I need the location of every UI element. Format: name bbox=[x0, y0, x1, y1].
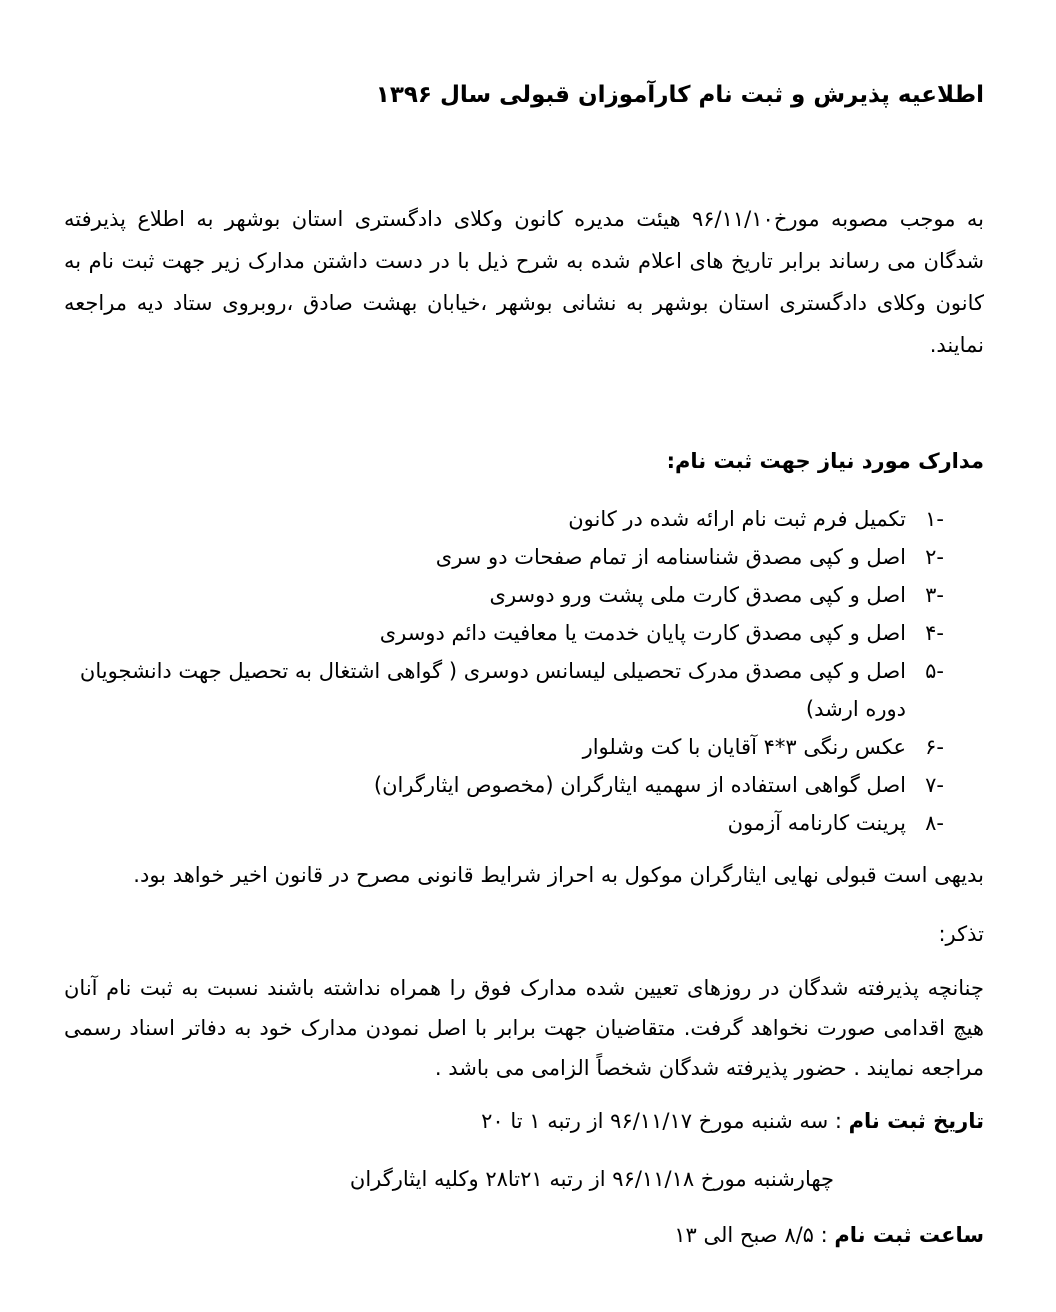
registration-date-2: چهارشنبه مورخ ۹۶/۱۱/۱۸ از رتبه ۲۱تا۲۸ وکلیه ایثارگران bbox=[349, 1167, 834, 1191]
document-item-text: اصل و کپی مصدق شناسنامه از تمام صفحات دو سری bbox=[435, 545, 906, 569]
document-item-text: تکمیل فرم ثبت نام ارائه شده در کانون bbox=[568, 507, 906, 531]
document-item-number: -۶ bbox=[925, 735, 944, 759]
document-item-text: اصل و کپی مصدق کارت ملی پشت ورو دوسری bbox=[489, 583, 906, 607]
registration-time: : ۸/۵ صبح الی ۱۳ bbox=[674, 1223, 828, 1247]
documents-heading: مدارک مورد نیاز جهت ثبت نام: bbox=[666, 449, 984, 473]
registration-date-label: تاریخ ثبت نام bbox=[848, 1109, 984, 1133]
document-item-number: -۵ bbox=[925, 659, 944, 683]
document-item-text: عکس رنگی ۳*۴ آقایان با کت وشلوار bbox=[582, 735, 906, 759]
registration-time-label: ساعت ثبت نام bbox=[834, 1223, 984, 1247]
reminder-paragraph: چنانچه پذیرفته شدگان در روزهای تعیین شده مدارک فوق را همراه نداشته باشند نسبت به ثبت نام آنان هیچ اقدامی صورت نخواهد گرفت. متقاضیان جهت برابر با اصل نمودن مدارک خود به دفاتر اسناد رسمی مراجعه نمایند . حضور پذیرفته شدگان شخصاً الزامی می باشد . bbox=[64, 976, 984, 1080]
document-item-text: پرینت کارنامه آزمون bbox=[727, 811, 906, 835]
document-item bbox=[64, 728, 944, 766]
document-item bbox=[64, 652, 944, 728]
veterans-note: بدیهی است قبولی نهایی ایثارگران موکول به احراز شرایط قانونی مصرح در قانون اخیر خواهد بود. bbox=[133, 863, 984, 887]
document-item-number: -۸ bbox=[925, 811, 944, 835]
document-item bbox=[64, 538, 944, 576]
document-item bbox=[64, 614, 944, 652]
page-title: اطلاعیه پذیرش و ثبت نام کارآموزان قبولی سال ۱۳۹۶ bbox=[375, 82, 984, 108]
registration-time-line bbox=[674, 1220, 984, 1250]
document-item-number: -۳ bbox=[925, 583, 944, 607]
document-item-text: اصل و کپی مصدق مدرک تحصیلی لیسانس دوسری ( گواهی اشتغال به تحصیل جهت دانشجویان دوره ارشد) bbox=[79, 659, 906, 721]
document-item bbox=[64, 804, 944, 842]
document-item-number: -۱ bbox=[925, 507, 944, 531]
reminder-label: تذکر: bbox=[938, 922, 984, 946]
document-item-number: -۷ bbox=[925, 773, 944, 797]
document-item-text: اصل گواهی استفاده از سهمیه ایثارگران (مخصوص ایثارگران) bbox=[373, 773, 906, 797]
registration-date-1: : سه شنبه مورخ ۹۶/۱۱/۱۷ از رتبه ۱ تا ۲۰ bbox=[481, 1109, 842, 1133]
intro-paragraph: به موجب مصوبه مورخ۹۶/۱۱/۱۰ هیئت مدیره کانون وکلای دادگستری استان بوشهر به اطلاع پذیرفته شدگان می رساند برابر تاریخ های اعلام شده به شرح ذیل با در دست داشتن مدارک زیر جهت ثبت نام به کانون وکلای دادگستری استان بوشهر به نشانی بوشهر ،خیابان بهشت صادق ،روبروی ستاد دیه مراجعه نمایند. bbox=[64, 207, 984, 357]
document-item bbox=[64, 766, 944, 804]
document-item-number: -۴ bbox=[925, 621, 944, 645]
documents-list bbox=[64, 500, 944, 842]
document-item-number: -۲ bbox=[925, 545, 944, 569]
document-item bbox=[64, 500, 944, 538]
registration-date-line-1 bbox=[481, 1106, 984, 1136]
document-item-text: اصل و کپی مصدق کارت پایان خدمت یا معافیت دائم دوسری bbox=[379, 621, 906, 645]
document-item bbox=[64, 576, 944, 614]
